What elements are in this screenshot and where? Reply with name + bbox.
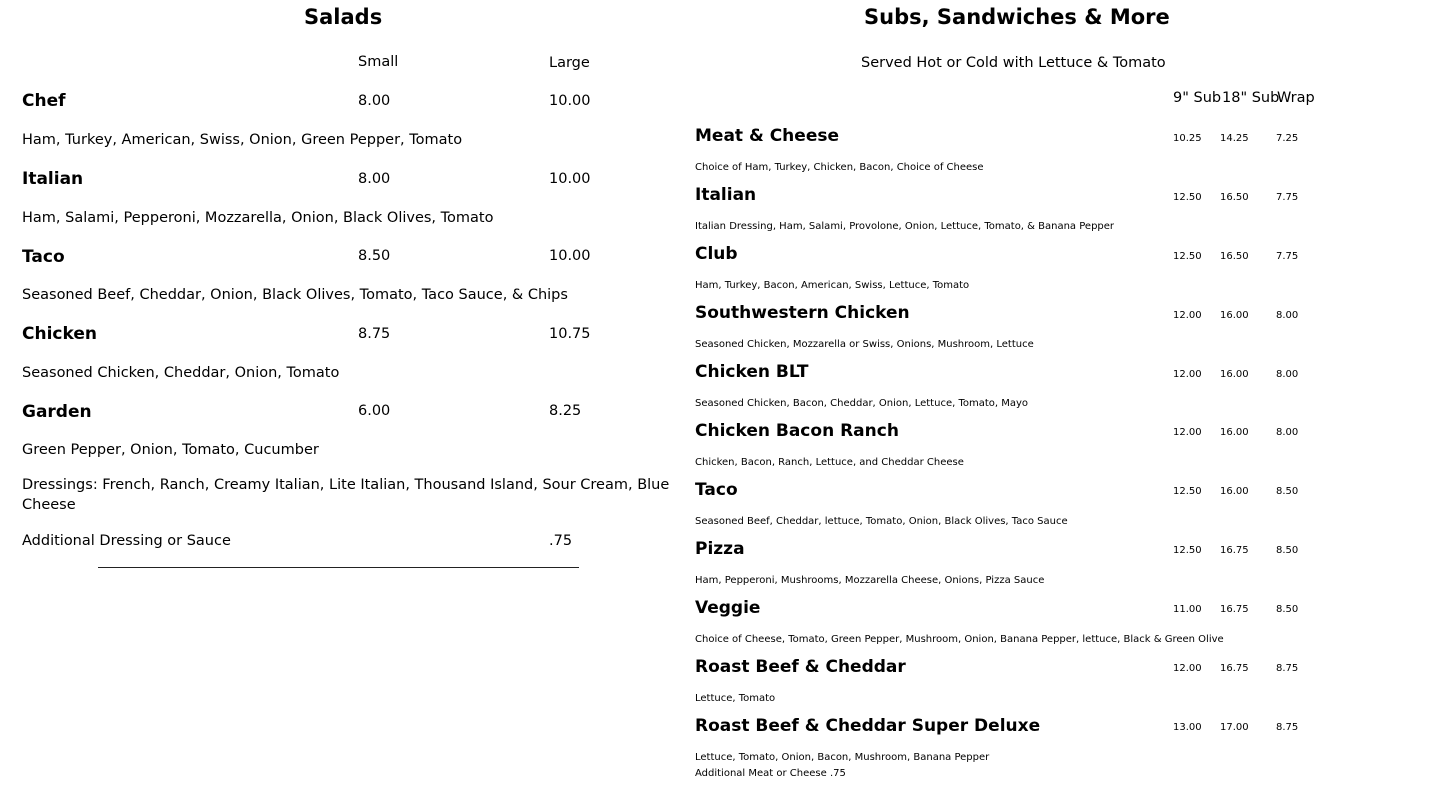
sub-price-9: 12.50 [1173,486,1202,497]
sub-price-wrap: 8.00 [1276,369,1299,380]
salad-price-large: 10.00 [549,93,591,109]
sub-price-9: 12.00 [1173,310,1202,321]
sub-price-wrap: 8.75 [1276,663,1299,674]
sub-price-18: 16.50 [1220,251,1249,262]
sub-desc: Seasoned Chicken, Bacon, Cheddar, Onion, Lettuce, Tomato, Mayo [695,398,1029,409]
sub-price-18: 16.75 [1220,604,1249,615]
salad-price-large: 10.00 [549,248,591,264]
sub-price-18: 16.50 [1220,192,1249,203]
sub-price-wrap: 8.75 [1276,722,1299,733]
salad-price-small: 8.00 [358,93,391,109]
sub-price-9: 12.00 [1173,663,1202,674]
sub-desc: Lettuce, Tomato [695,693,776,704]
sub-price-18: 16.75 [1220,663,1249,674]
sub-price-18: 16.00 [1220,427,1249,438]
sub-price-wrap: 8.00 [1276,310,1299,321]
sub-name: Chicken Bacon Ranch [695,421,899,441]
salad-price-large: 10.75 [549,326,591,342]
salad-name: Taco [22,247,65,267]
sub-price-18: 16.00 [1220,486,1249,497]
sub-price-9: 12.00 [1173,369,1202,380]
sub-desc: Lettuce, Tomato, Onion, Bacon, Mushroom, Banana Pepper [695,752,990,763]
sub-price-wrap: 8.50 [1276,545,1299,556]
salad-desc: Seasoned Beef, Cheddar, Onion, Black Olives, Tomato, Taco Sauce, & Chips [22,287,568,303]
sub-price-wrap: 7.75 [1276,251,1299,262]
additional-dressing-label: Additional Dressing or Sauce [22,533,231,549]
salad-desc: Ham, Salami, Pepperoni, Mozzarella, Onion, Black Olives, Tomato [22,210,494,226]
sub-price-wrap: 8.50 [1276,604,1299,615]
salads-title: Salads [304,5,383,29]
sub-price-18: 16.75 [1220,545,1249,556]
subs-col-18: 18" Sub [1222,90,1280,106]
salads-col-large: Large [549,55,590,71]
sub-name: Meat & Cheese [695,126,839,146]
salad-price-large: 8.25 [549,403,582,419]
salads-col-small: Small [358,54,399,70]
sub-desc: Ham, Pepperoni, Mushrooms, Mozzarella Cheese, Onions, Pizza Sauce [695,575,1045,586]
sub-desc: Ham, Turkey, Bacon, American, Swiss, Lettuce, Tomato [695,280,970,291]
sub-name: Taco [695,480,738,500]
sub-price-wrap: 8.00 [1276,427,1299,438]
sub-price-wrap: 7.75 [1276,192,1299,203]
sub-name: Italian [695,185,757,205]
sub-price-9: 13.00 [1173,722,1202,733]
sub-desc: Chicken, Bacon, Ranch, Lettuce, and Cheddar Cheese [695,457,964,468]
salad-price-small: 8.50 [358,248,391,264]
sub-price-9: 12.50 [1173,545,1202,556]
sub-price-18: 16.00 [1220,310,1249,321]
salad-desc: Seasoned Chicken, Cheddar, Onion, Tomato [22,365,340,381]
sub-price-18: 16.00 [1220,369,1249,380]
salad-name: Chef [22,91,66,111]
sub-price-wrap: 8.50 [1276,486,1299,497]
salad-name: Garden [22,402,92,422]
sub-price-18: 17.00 [1220,722,1249,733]
sub-desc: Seasoned Beef, Cheddar, lettuce, Tomato, Onion, Black Olives, Taco Sauce [695,516,1068,527]
sub-price-18: 14.25 [1220,133,1249,144]
salad-desc: Green Pepper, Onion, Tomato, Cucumber [22,442,319,458]
sub-name: Roast Beef & Cheddar Super Deluxe [695,716,1041,736]
subs-subtitle: Served Hot or Cold with Lettuce & Tomato [861,55,1166,71]
sub-price-9: 10.25 [1173,133,1202,144]
salad-price-large: 10.00 [549,171,591,187]
subs-title: Subs, Sandwiches & More [864,5,1170,29]
sub-price-wrap: 7.25 [1276,133,1299,144]
salad-price-small: 6.00 [358,403,391,419]
sub-price-9: 12.50 [1173,251,1202,262]
sub-desc: Seasoned Chicken, Mozzarella or Swiss, Onions, Mushroom, Lettuce [695,339,1034,350]
sub-name: Chicken BLT [695,362,809,382]
salad-price-small: 8.00 [358,171,391,187]
divider [98,567,579,568]
salad-price-small: 8.75 [358,326,391,342]
subs-col-wrap: Wrap [1277,90,1315,106]
dressings-text-line2: Cheese [22,497,76,513]
sub-price-9: 11.00 [1173,604,1202,615]
sub-desc: Choice of Ham, Turkey, Chicken, Bacon, Choice of Cheese [695,162,984,173]
sub-price-9: 12.50 [1173,192,1202,203]
additional-dressing-price: .75 [549,533,573,549]
sub-name: Pizza [695,539,745,559]
salad-desc: Ham, Turkey, American, Swiss, Onion, Green Pepper, Tomato [22,132,463,148]
salad-name: Chicken [22,324,97,344]
sub-name: Veggie [695,598,761,618]
sub-name: Club [695,244,738,264]
sub-desc: Choice of Cheese, Tomato, Green Pepper, Mushroom, Onion, Banana Pepper, lettuce, Black & Green Olive [695,634,1224,645]
sub-desc: Italian Dressing, Ham, Salami, Provolone, Onion, Lettuce, Tomato, & Banana Pepper [695,221,1115,232]
sub-name: Roast Beef & Cheddar [695,657,906,677]
additional-meat-note: Additional Meat or Cheese .75 [695,768,846,779]
sub-price-9: 12.00 [1173,427,1202,438]
sub-name: Southwestern Chicken [695,303,910,323]
dressings-text-line1: Dressings: French, Ranch, Creamy Italian, Lite Italian, Thousand Island, Sour Cream, Blue [22,477,670,493]
salad-name: Italian [22,169,84,189]
subs-col-9: 9" Sub [1173,90,1222,106]
